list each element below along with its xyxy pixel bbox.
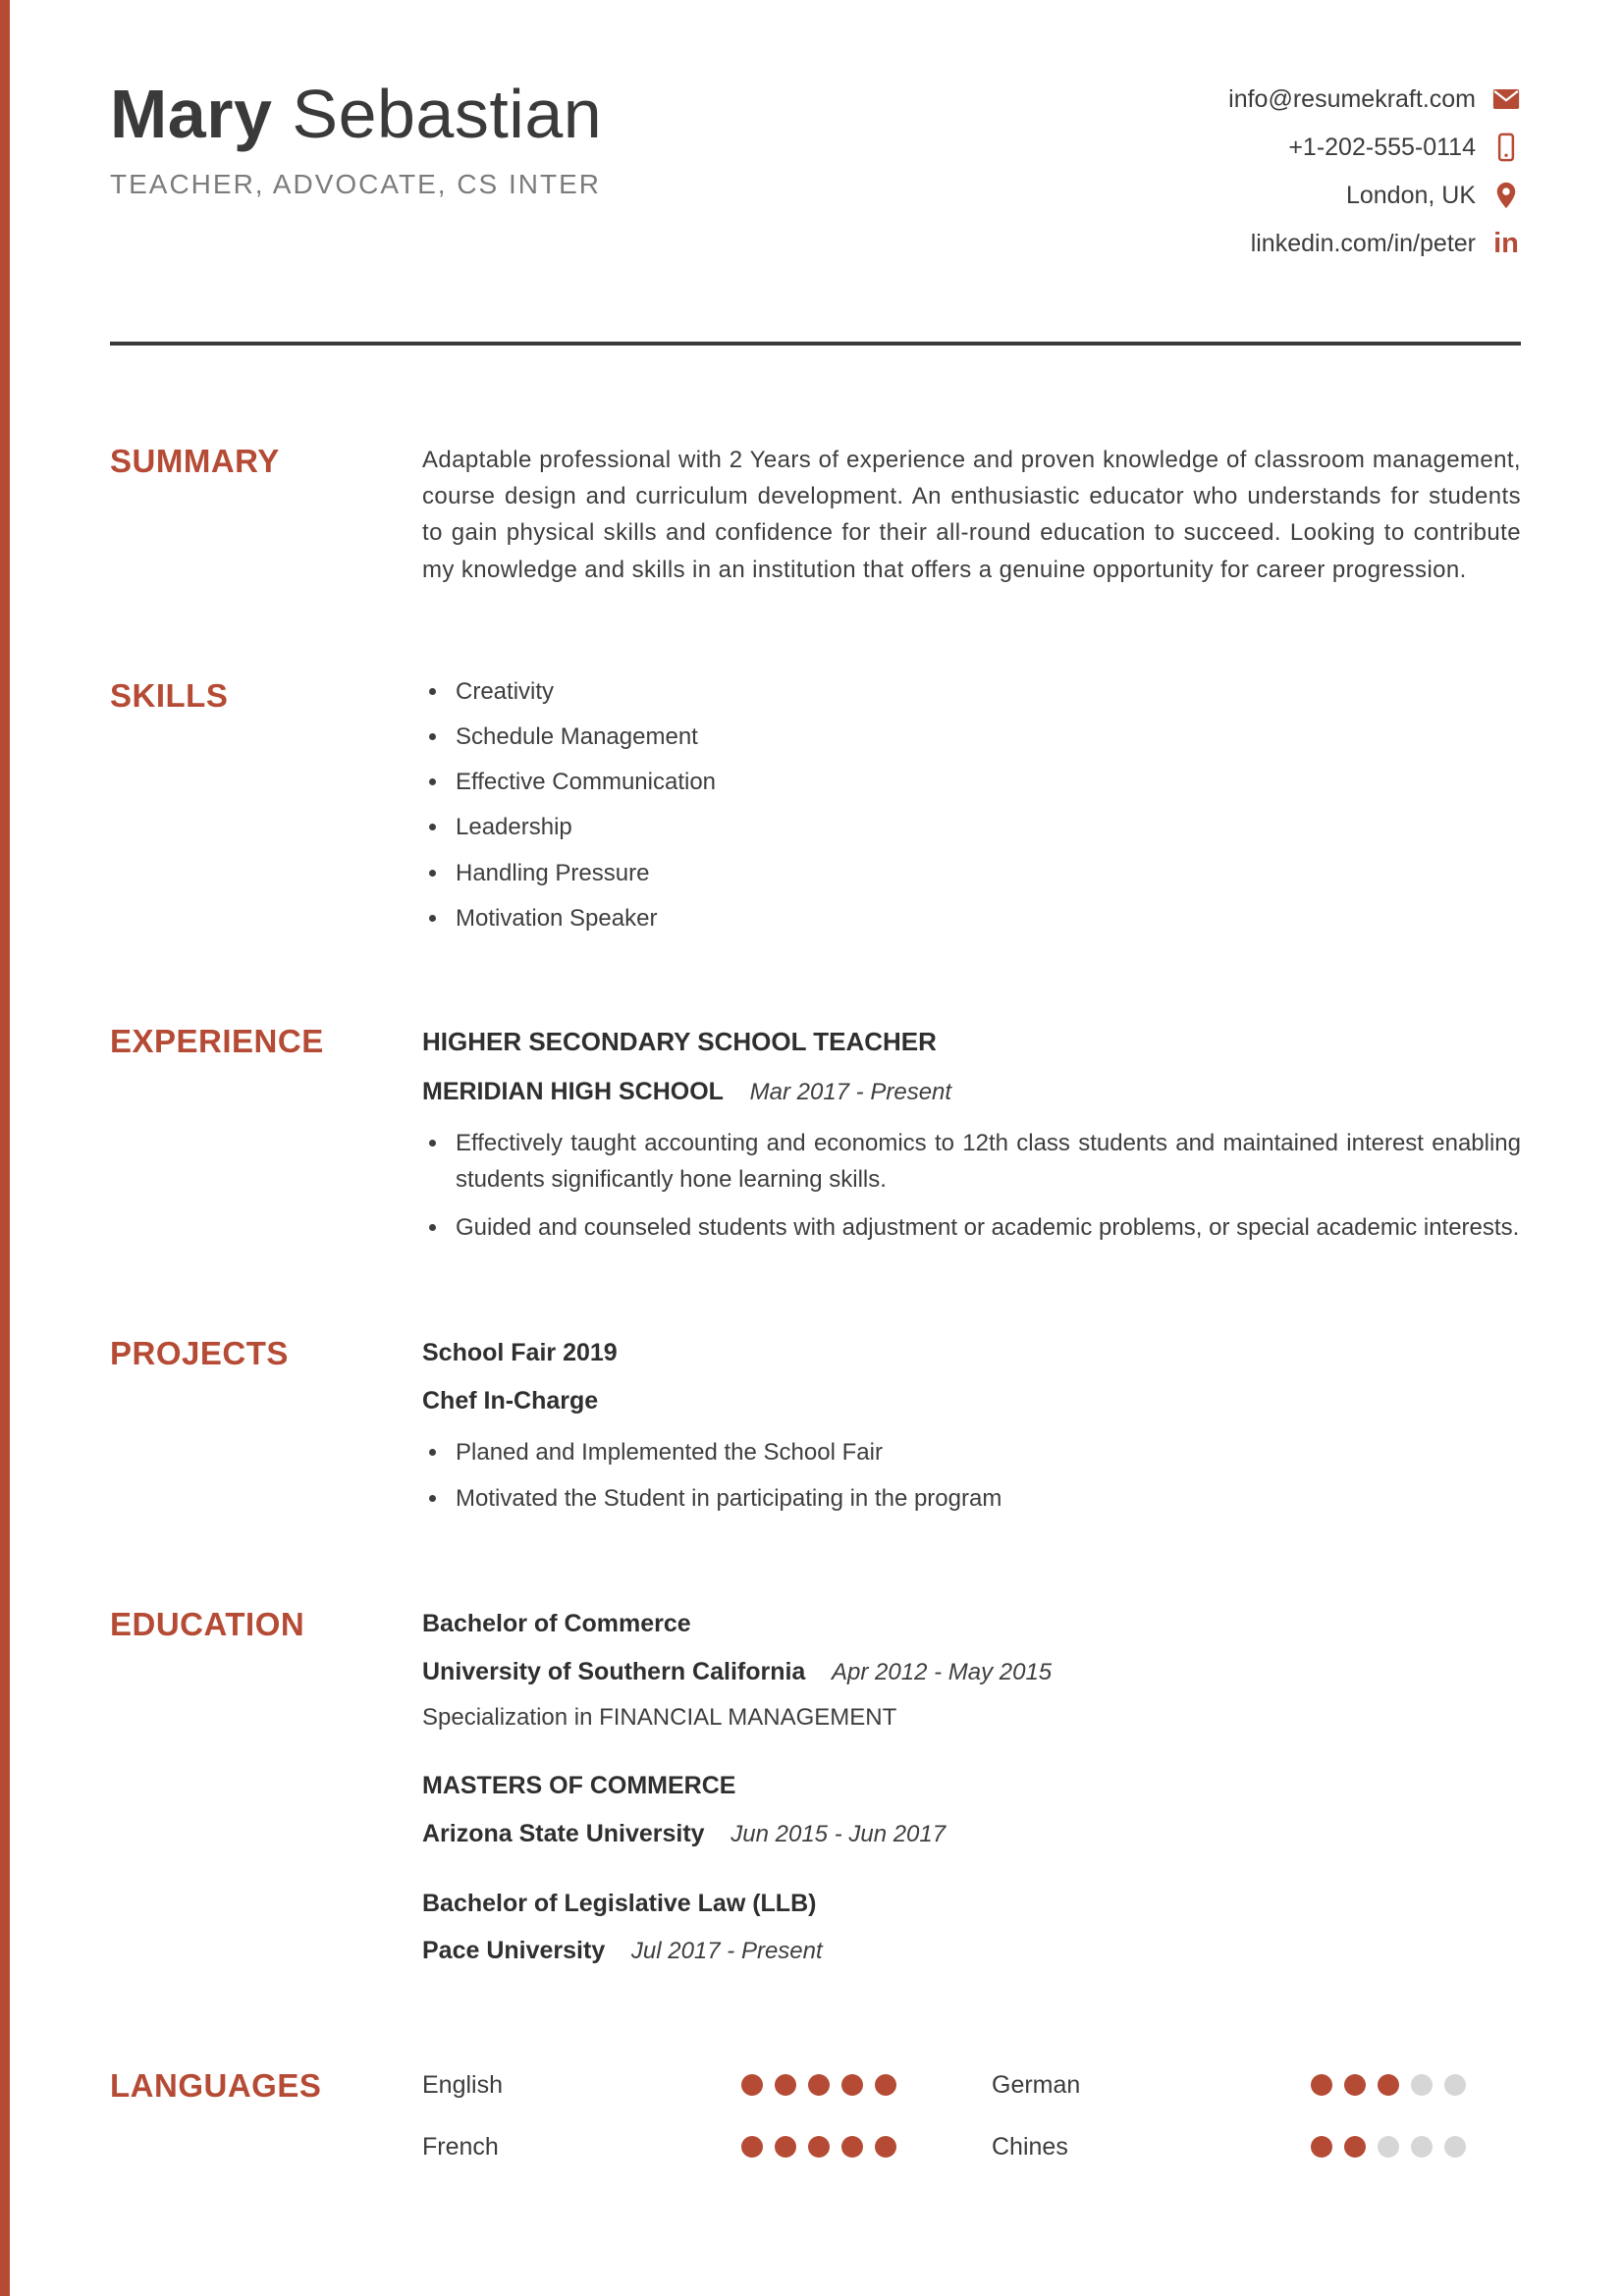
header-divider — [110, 342, 1521, 346]
project-bullet-list — [422, 1434, 1521, 1517]
skills-section — [110, 676, 1521, 934]
level-dot — [875, 2136, 896, 2158]
level-dot — [1311, 2074, 1332, 2096]
level-dot — [1344, 2074, 1366, 2096]
language-level-french — [741, 2136, 992, 2158]
level-dot — [741, 2136, 763, 2158]
last-name: Sebastian — [292, 76, 603, 152]
section-heading-projects: PROJECTS — [110, 1335, 289, 1372]
header — [110, 76, 1521, 277]
project-role: Chef In-Charge — [422, 1387, 599, 1415]
skills-list — [422, 676, 1521, 934]
school-name: University of Southern California — [422, 1658, 806, 1686]
section-heading-education: EDUCATION — [110, 1606, 305, 1643]
contact-linkedin-text: linkedin.com/in/peter — [1250, 229, 1476, 257]
level-dot — [1444, 2074, 1466, 2096]
level-dot — [841, 2074, 863, 2096]
skills-content — [422, 676, 1521, 934]
experience-content — [422, 1022, 1521, 1247]
experience-section — [110, 1022, 1521, 1247]
education-entry — [422, 1767, 1521, 1853]
contact-location — [1346, 181, 1521, 210]
project-bullet: • Planed and Implemented the School Fair — [450, 1434, 1521, 1470]
section-heading-experience: EXPERIENCE — [110, 1022, 324, 1059]
section-heading-skills: SKILLS — [110, 676, 229, 714]
school-name: Arizona State University — [422, 1819, 705, 1847]
degree-name: Bachelor of Legislative Law (LLB) — [422, 1889, 817, 1917]
language-level-english — [741, 2074, 992, 2096]
education-dates: Apr 2012 - May 2015 — [832, 1659, 1053, 1686]
project-title: School Fair 2019 — [422, 1339, 618, 1367]
first-name: Mary — [110, 76, 273, 152]
skill-item: • Creativity — [450, 676, 1521, 707]
education-dates: Jun 2015 - Jun 2017 — [730, 1820, 947, 1847]
education-section — [110, 1605, 1521, 1978]
education-dates: Jul 2017 - Present — [630, 1938, 823, 1965]
level-dot — [775, 2136, 796, 2158]
accent-stripe — [0, 0, 10, 2296]
level-dot — [1311, 2136, 1332, 2158]
level-dot — [875, 2074, 896, 2096]
education-entry — [422, 1885, 1521, 1971]
level-dot — [1378, 2074, 1399, 2096]
person-name — [110, 76, 603, 152]
job-subline — [422, 1073, 1521, 1111]
projects-section — [110, 1334, 1521, 1517]
summary-section — [110, 442, 1521, 588]
education-entry — [422, 1605, 1521, 1735]
language-name: German — [992, 2071, 1081, 2100]
language-name: French — [422, 2132, 499, 2161]
school-name: Pace University — [422, 1937, 606, 1965]
level-dot — [775, 2074, 796, 2096]
education-note: Specialization in FINANCIAL MANAGEMENT — [422, 1703, 897, 1731]
section-heading-languages: LANGUAGES — [110, 2067, 322, 2105]
languages-grid — [422, 2066, 1521, 2166]
section-heading-summary: SUMMARY — [110, 443, 280, 479]
language-level-chines — [1311, 2136, 1521, 2158]
company-name: MERIDIAN HIGH SCHOOL — [422, 1078, 724, 1106]
school-line — [422, 1815, 1521, 1853]
language-level-german — [1311, 2074, 1521, 2096]
level-dot — [1444, 2136, 1466, 2158]
mobile-phone-icon — [1491, 133, 1521, 162]
job-entry — [422, 1022, 1521, 1247]
degree-name: MASTERS OF COMMERCE — [422, 1772, 736, 1800]
contact-info — [1228, 79, 1521, 277]
job-bullet-list — [422, 1125, 1521, 1247]
degree-name: Bachelor of Commerce — [422, 1610, 691, 1638]
skill-item: • Handling Pressure — [450, 858, 1521, 888]
identity — [110, 76, 603, 200]
school-line — [422, 1932, 1521, 1970]
skill-item: • Effective Communication — [450, 767, 1521, 797]
resume-body — [110, 442, 1521, 2166]
education-content — [422, 1605, 1521, 1978]
contact-email-text: info@resumekraft.com — [1228, 84, 1476, 113]
languages-content — [422, 2066, 1521, 2166]
skill-item: • Leadership — [450, 812, 1521, 842]
level-dot — [808, 2074, 830, 2096]
contact-location-text: London, UK — [1345, 181, 1476, 209]
level-dot — [808, 2136, 830, 2158]
contact-linkedin[interactable] — [1251, 229, 1521, 258]
professional-title: TEACHER, ADVOCATE, CS INTER — [110, 168, 601, 199]
project-entry — [422, 1334, 1521, 1517]
level-dot — [1411, 2074, 1433, 2096]
school-line — [422, 1653, 1521, 1691]
contact-phone-text: +1-202-555-0114 — [1288, 133, 1476, 161]
languages-section — [110, 2066, 1521, 2166]
skill-item: • Motivation Speaker — [450, 903, 1521, 934]
level-dot — [741, 2074, 763, 2096]
level-dot — [1344, 2136, 1366, 2158]
job-dates: Mar 2017 - Present — [749, 1079, 952, 1106]
level-dot — [1411, 2136, 1433, 2158]
job-title: HIGHER SECONDARY SCHOOL TEACHER — [422, 1026, 937, 1056]
location-pin-icon — [1491, 181, 1521, 210]
job-bullet: • Effectively taught accounting and economics to 12th class students and maintained interest enabling students significantly hone learning skills. — [450, 1125, 1521, 1198]
skill-item: • Schedule Management — [450, 721, 1521, 752]
projects-content — [422, 1334, 1521, 1517]
level-dot — [841, 2136, 863, 2158]
summary-text: Adaptable professional with 2 Years of experience and proven knowledge of classroom management, course design and curriculum development. An enthusiastic educator who understands for students to gain physical skills and confidence for their all-round education to succeed. Looking to contribute my knowledge and skills in an institution that offers a genuine opportunity for career progression. — [422, 447, 1521, 583]
language-name: English — [422, 2071, 503, 2100]
envelope-icon — [1491, 84, 1521, 114]
language-name: Chines — [992, 2132, 1068, 2161]
project-bullet: • Motivated the Student in participating in the program — [450, 1480, 1521, 1517]
level-dot — [1378, 2136, 1399, 2158]
job-bullet: • Guided and counseled students with adjustment or academic problems, or special academic interests. — [450, 1209, 1521, 1246]
linkedin-icon: in — [1493, 227, 1519, 259]
contact-phone — [1288, 133, 1521, 162]
summary-content — [422, 442, 1521, 588]
contact-email[interactable] — [1228, 84, 1521, 114]
